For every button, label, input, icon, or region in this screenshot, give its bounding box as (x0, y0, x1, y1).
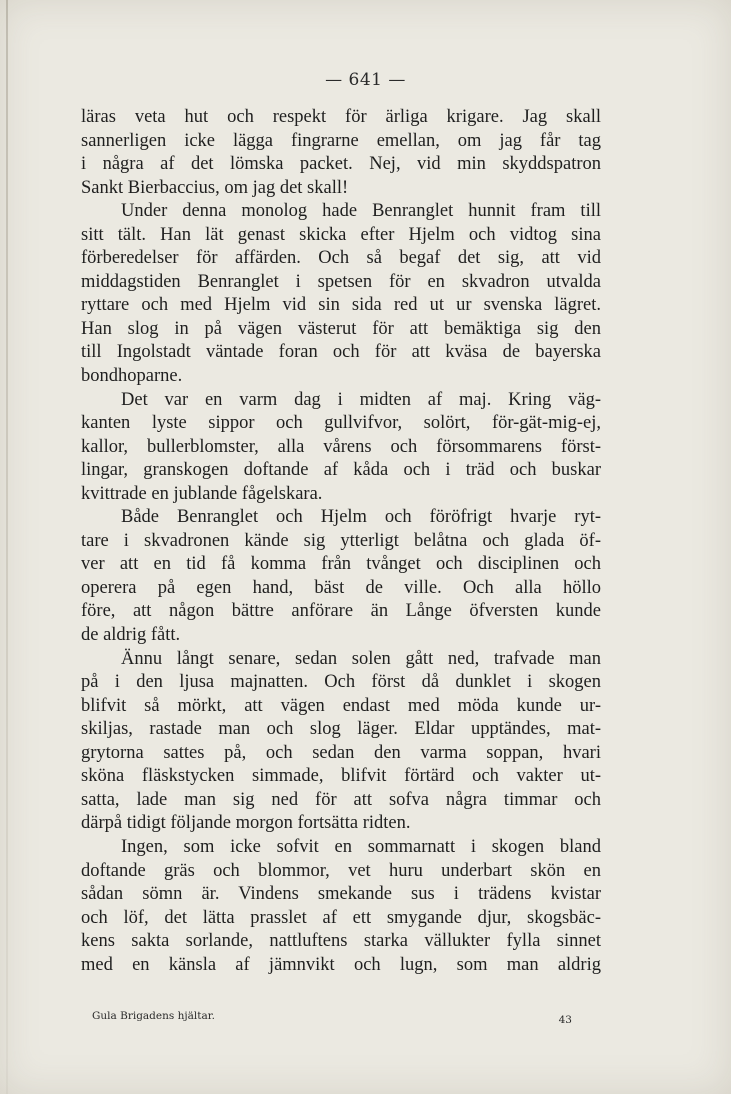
text-line: tare i skvadronen kände sig ytterligt belåtna och glada öf- (81, 530, 601, 551)
text-line: ver att en tid få komma från tvånget och disciplinen och (81, 554, 601, 575)
text-line: sitt tält. Han lät genast skicka efter Hjelm och vidtog sina (81, 224, 601, 245)
text-line: ryttare och med Hjelm vid sin sida red ut ur svenska lägret. (81, 295, 601, 316)
text-line: Under denna monolog hade Benranglet hunnit fram till (121, 201, 601, 222)
text-line: Ännu långt senare, sedan solen gått ned, trafvade man (121, 648, 601, 669)
text-line: kvittrade en jublande fågelskara. (81, 483, 323, 504)
text-line: på i den ljusa majnatten. Och först då dunklet i skogen (81, 672, 601, 693)
text-line: sköna fläskstycken simmade, blifvit förtärd och vakter ut- (81, 766, 601, 787)
text-line: de aldrig fått. (81, 625, 181, 646)
text-line: före, att någon bättre anförare än Långe öfversten kunde (81, 601, 601, 622)
text-line: doftande gräs och blommor, vet huru underbart skön en (81, 860, 601, 881)
text-line: satta, lade man sig ned för att sofva några timmar och (81, 789, 601, 810)
text-line: skiljas, rastade man och slog läger. Eldar upptändes, mat- (81, 719, 601, 740)
body-text (81, 106, 601, 977)
text-line: Ingen, som icke sofvit en sommarnatt i skogen bland (121, 836, 601, 857)
text-line: sådan sömn är. Vindens smekande sus i trädens kvistar (81, 884, 601, 905)
text-line: till Ingolstadt väntade foran och för att kväsa de bayerska (81, 342, 601, 363)
sheet-number: 43 (558, 1014, 572, 1026)
text-line: Det var en varm dag i midten af maj. Kring väg- (121, 389, 601, 410)
text-line: förberedelser för affärden. Och så begaf det sig, att vid (81, 248, 601, 269)
text-line: kallor, bullerblomster, alla vårens och försommarens först- (81, 436, 601, 457)
text-line: blifvit så mörkt, att vägen endast med möda kunde ur- (81, 695, 601, 716)
text-line: läras veta hut och respekt för ärliga krigare. Jag skall (81, 107, 601, 127)
text-line: bondhoparne. (81, 366, 183, 387)
text-line: Både Benranglet och Hjelm och föröfrigt hvarje ryt- (121, 507, 601, 528)
printer-signature: Gula Brigadens hjältar. (92, 1010, 215, 1022)
text-line: lingar, granskogen doftande af kåda och i träd och buskar (81, 460, 601, 481)
text-line: Sankt Bierbaccius, om jag det skall! (81, 177, 349, 198)
text-line: middagstiden Benranglet i spetsen för en skvadron utvalda (81, 271, 601, 292)
page-binding-edge (6, 0, 8, 1094)
text-line: med en känsla af jämnvikt och lugn, som man aldrig (81, 954, 601, 975)
text-line: i några af det lömska packet. Nej, vid min skyddspatron (81, 154, 601, 175)
page-number-header: — 641 — (325, 70, 406, 90)
text-line: kanten lyste sippor och gullvifvor, solört, för-gät-mig-ej, (81, 413, 601, 434)
text-line: därpå tidigt följande morgon fortsätta ridten. (81, 813, 411, 834)
text-line: kens sakta sorlande, nattluftens starka vällukter fylla sinnet (81, 931, 601, 952)
text-line: sannerligen icke lägga fingrarne emellan, om jag får tag (81, 130, 601, 151)
text-line: Han slog in på vägen västerut för att bemäktiga sig den (81, 318, 601, 339)
text-line: operera på egen hand, bäst de ville. Och alla höllo (81, 577, 601, 598)
text-line: grytorna sattes på, och sedan den varma soppan, hvari (81, 742, 601, 763)
text-line: och löf, det lätta prasslet af ett smygande djur, skogsbäc- (81, 907, 601, 928)
